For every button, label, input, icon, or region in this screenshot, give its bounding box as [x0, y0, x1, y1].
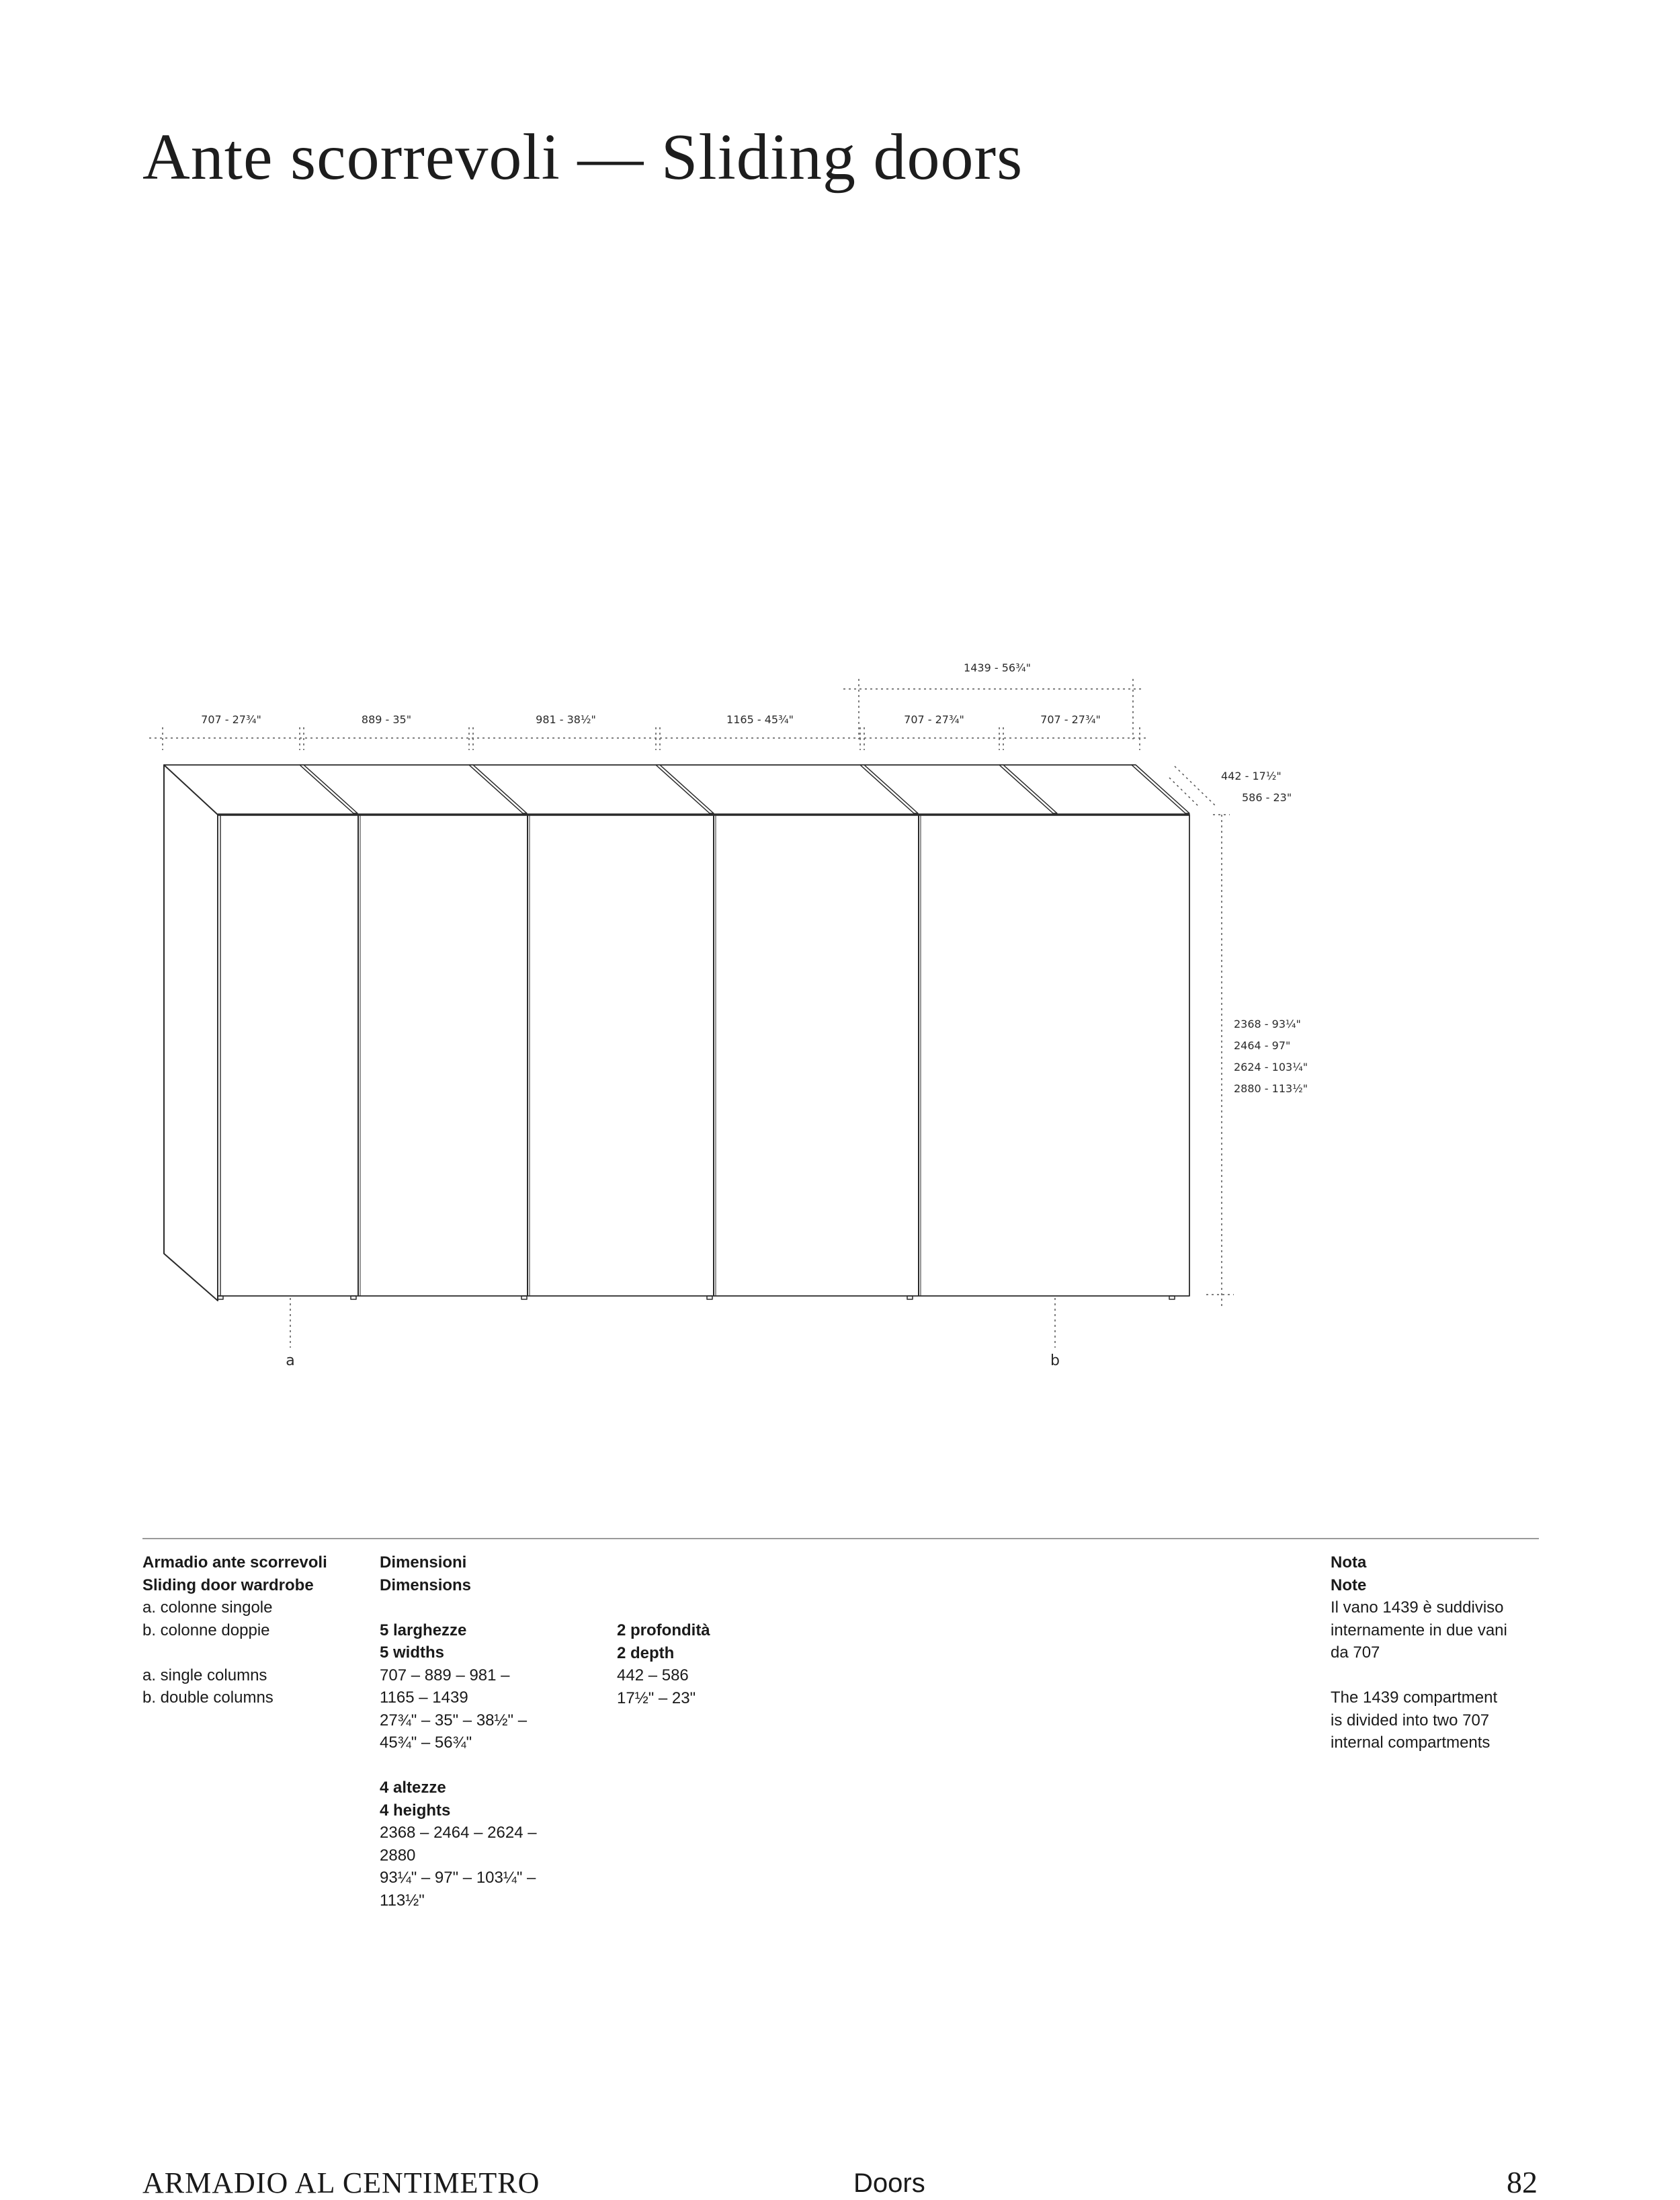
dimension-height-1: 2368 - 93¼": [1234, 1018, 1301, 1030]
dimension-width-5: 707 - 27¾": [904, 713, 964, 726]
dimension-height-3: 2624 - 103¼": [1234, 1061, 1308, 1073]
dimensions-title-it: Dimensioni: [380, 1553, 467, 1572]
depth-info: [617, 1619, 710, 1709]
product-title-it: Armadio ante scorrevoli: [142, 1553, 327, 1572]
section-divider: [142, 1538, 1539, 1539]
dimensions-title-en: Dimensions: [380, 1576, 472, 1594]
product-info: [142, 1551, 327, 1709]
depth-value-1: 442 – 586: [617, 1666, 689, 1684]
widths-value-1: 707 – 889 – 981 –: [380, 1666, 510, 1684]
dimensions-info: [380, 1551, 537, 1912]
dimension-width-3: 981 - 38½": [536, 713, 596, 726]
note-title-it: Nota: [1331, 1553, 1367, 1572]
depth-value-2: 17½" – 23": [617, 1688, 696, 1707]
heights-value-4: 113½": [380, 1891, 425, 1910]
widths-value-3: 27¾" – 35" – 38½" –: [380, 1711, 528, 1729]
note-line-it-1: Il vano 1439 è suddiviso: [1331, 1598, 1504, 1617]
note-info: [1331, 1551, 1507, 1754]
heights-title-it: 4 altezze: [380, 1779, 446, 1797]
dimension-height-2: 2464 - 97": [1234, 1039, 1291, 1052]
dimension-width-4: 1165 - 45¾": [726, 713, 794, 726]
dimension-total-compartment: 1439 - 56¾": [964, 661, 1031, 674]
note-line-en-3: internal compartments: [1331, 1734, 1490, 1752]
wardrobe-body: [164, 765, 1189, 1301]
page-title: Ante scorrevoli — Sliding doors: [142, 121, 1023, 194]
heights-title-en: 4 heights: [380, 1801, 451, 1820]
label-b: b: [1050, 1352, 1060, 1369]
note-line-en-1: The 1439 compartment: [1331, 1688, 1498, 1707]
note-line-it-3: da 707: [1331, 1643, 1380, 1662]
product-line-it-1: a. colonne singole: [142, 1598, 273, 1617]
widths-title-it: 5 larghezze: [380, 1621, 467, 1639]
dimension-depth-1: 442 - 17½": [1221, 770, 1282, 782]
depth-title-it: 2 profondità: [617, 1621, 710, 1639]
dimension-depth-2: 586 - 23": [1242, 791, 1292, 804]
dimension-width-1: 707 - 27¾": [201, 713, 261, 726]
product-line-it-2: b. colonne doppie: [142, 1621, 270, 1639]
product-line-en-2: b. double columns: [142, 1688, 274, 1707]
widths-title-en: 5 widths: [380, 1643, 445, 1662]
widths-value-4: 45¾" – 56¾": [380, 1734, 472, 1752]
footer-brand: ARMADIO AL CENTIMETRO: [142, 2166, 540, 2199]
heights-value-1: 2368 – 2464 – 2624 –: [380, 1824, 537, 1842]
depth-title-en: 2 depth: [617, 1643, 675, 1662]
footer-section: Doors: [853, 2168, 925, 2198]
page-number: 82: [1507, 2165, 1538, 2199]
product-title-en: Sliding door wardrobe: [142, 1576, 314, 1594]
product-line-en-1: a. single columns: [142, 1666, 267, 1684]
widths-value-2: 1165 – 1439: [380, 1688, 468, 1707]
heights-value-2: 2880: [380, 1846, 416, 1865]
dimension-width-6: 707 - 27¾": [1040, 713, 1101, 726]
note-line-it-2: internamente in due vani: [1331, 1621, 1507, 1639]
heights-value-3: 93¼" – 97" – 103¼" –: [380, 1869, 536, 1887]
label-a: a: [286, 1352, 295, 1369]
note-title-en: Note: [1331, 1576, 1367, 1594]
note-line-en-2: is divided into two 707: [1331, 1711, 1490, 1729]
dimension-width-2: 889 - 35": [361, 713, 412, 726]
dimension-height-4: 2880 - 113½": [1234, 1082, 1308, 1095]
